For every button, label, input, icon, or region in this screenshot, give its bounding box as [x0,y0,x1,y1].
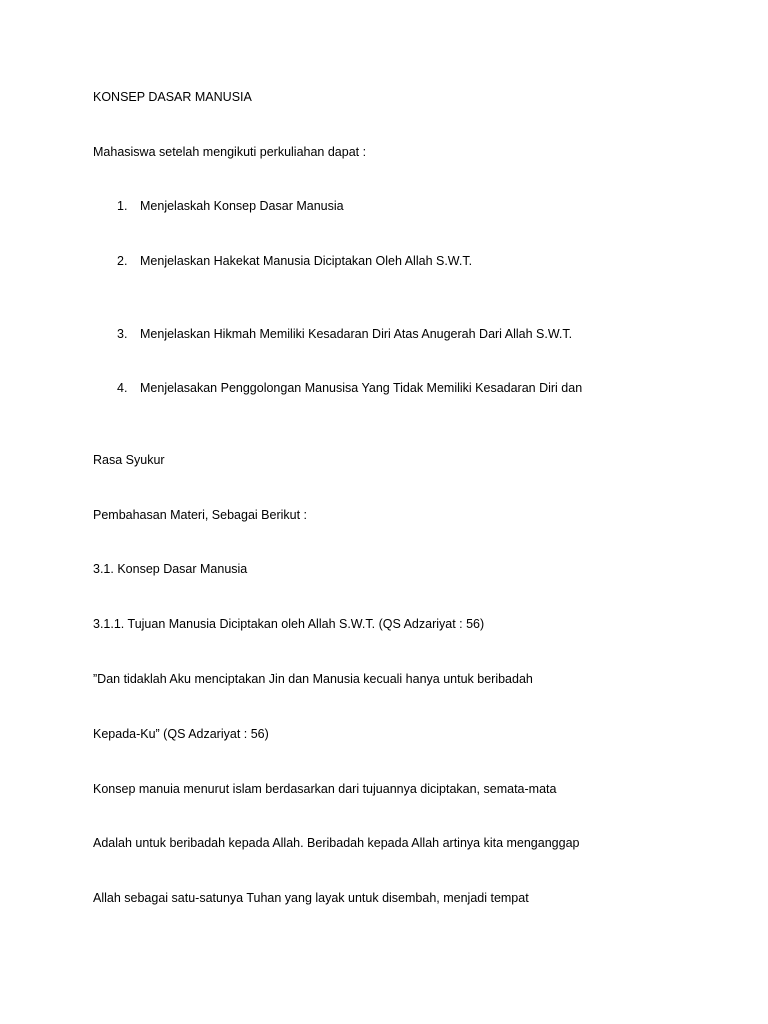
objective-item-4 [117,380,582,396]
objective-number: 4. [117,381,128,395]
objective-item-1 [117,198,344,214]
discussion-intro: Pembahasan Materi, Sebagai Berikut : [93,508,308,522]
objective-number: 1. [117,199,128,213]
quote-line-2: Kepada-Ku” (QS Adzariyat : 56) [93,727,269,741]
objective-continuation: Rasa Syukur [93,453,165,467]
objective-item-3 [117,326,572,342]
objective-text: Menjelasakan Penggolongan Manusisa Yang Tidak Memiliki Kesadaran Diri dan [140,381,583,395]
objective-number: 2. [117,254,128,268]
section-heading: 3.1. Konsep Dasar Manusia [93,562,248,576]
body-line-1: Konsep manuia menurut islam berdasarkan dari tujuannya diciptakan, semata-mata [93,782,557,796]
intro-text: Mahasiswa setelah mengikuti perkuliahan dapat : [93,145,367,159]
objective-item-2 [117,253,472,269]
subsection-heading: 3.1.1. Tujuan Manusia Diciptakan oleh Allah S.W.T. (QS Adzariyat : 56) [93,617,485,631]
objective-text: Menjelaskah Konsep Dasar Manusia [140,199,344,213]
objective-text: Menjelaskan Hakekat Manusia Diciptakan Oleh Allah S.W.T. [140,254,473,268]
objective-number: 3. [117,327,128,341]
document-title: KONSEP DASAR MANUSIA [93,90,252,104]
objective-text: Menjelaskan Hikmah Memiliki Kesadaran Diri Atas Anugerah Dari Allah S.W.T. [140,327,573,341]
quote-line-1: ”Dan tidaklah Aku menciptakan Jin dan Manusia kecuali hanya untuk beribadah [93,672,533,686]
body-line-2: Adalah untuk beribadah kepada Allah. Beribadah kepada Allah artinya kita menganggap [93,836,580,850]
body-line-3: Allah sebagai satu-satunya Tuhan yang layak untuk disembah, menjadi tempat [93,891,529,905]
